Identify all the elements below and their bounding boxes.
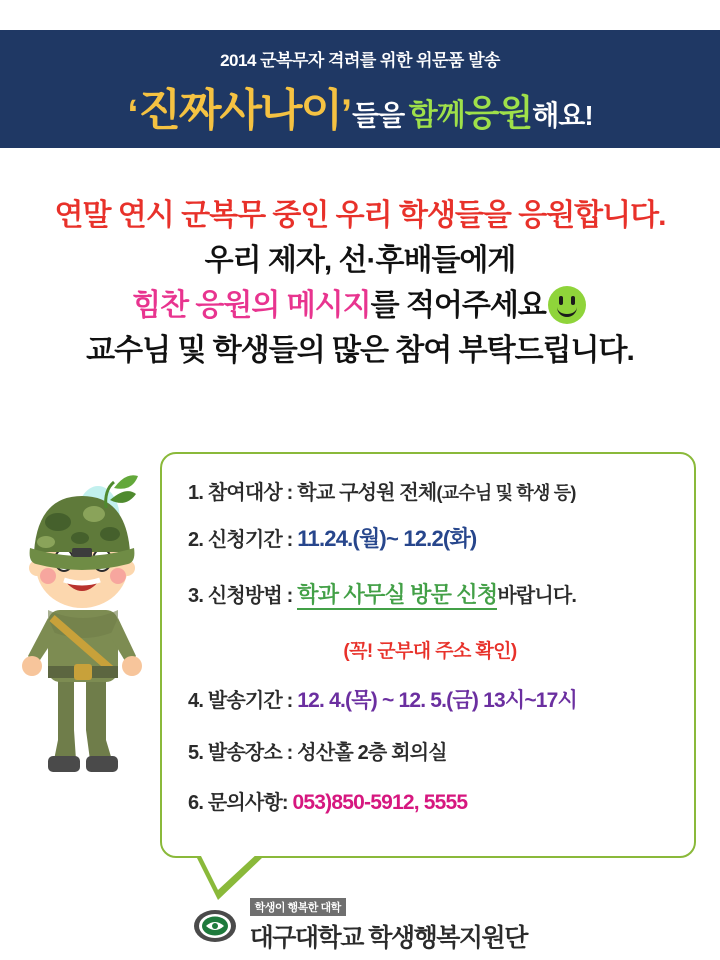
intro-line-1 [0,196,720,241]
bubble-item-1-label: 1. 참여대상 : [188,482,298,504]
intro-line-2 [0,241,720,286]
bubble-item-2-label: 2. 신청기간 : [188,529,298,551]
bubble-item-5-value: 성산홀 2층 회의실 [297,742,447,764]
bubble-item-3-tail: 바랍니다. [497,585,577,607]
banner-quote-close: ’ [341,92,353,136]
bubble-item-3-label: 3. 신청방법 : [188,585,298,607]
speech-bubble-tail-inner [199,852,259,890]
bubble-item-6 [188,786,467,815]
bubble-item-5 [188,736,447,765]
intro-line-3 [0,286,720,331]
bubble-item-2-value: 11.24.(월)~ 12.2(화) [297,526,477,551]
footer-logo [0,898,720,954]
banner-title-word3: 응원 [464,92,533,133]
bubble-item-6-value: 053)850-5912, 5555 [292,791,468,814]
bubble-item-5-label: 5. 발송장소 : [188,742,298,764]
banner-title-word1: 들을 [352,100,405,131]
intro-line-3-highlight: 힘찬 응원의 메시지 [132,289,371,322]
info-speech-bubble [160,452,696,858]
bubble-item-1-value: 학교 구성원 전체 [297,482,437,504]
intro-line-4-text: 교수님 및 학생들의 많은 참여 부탁드립니다. [86,334,634,367]
intro-line-4 [0,331,720,376]
banner-title-word2: 함께 [408,99,465,132]
footer-tagline: 학생이 행복한 대학 [250,898,346,916]
banner-subtitle: 2014 군복무자 격려를 위한 위문품 발송 [220,51,500,70]
bubble-item-4-label: 4. 발송기간 : [188,690,298,712]
bubble-item-6-label: 6. 문의사항: [188,792,293,814]
bubble-item-4-value: 12. 4.(목) ~ 12. 5.(금) 13시~17시 [297,689,578,712]
bubble-item-1-sub: (교수님 및 학생 등) [436,483,576,503]
university-emblem-icon [193,906,237,946]
soldier-character-illustration [10,460,160,790]
bubble-item-2 [188,522,476,553]
smiley-icon [548,286,586,324]
intro-line-2-text: 우리 제자, 선·후배들에게 [204,244,516,277]
intro-paragraph [0,196,720,376]
banner-title [0,74,720,138]
bubble-item-4 [188,684,577,714]
intro-line-3-text: 를 적어주세요 [370,289,546,322]
intro-line-1-text: 연말 연시 군복무 중인 우리 학생들을 응원합니다. [54,199,666,232]
bubble-item-3-link[interactable]: 학과 사무실 방문 신청 [297,582,497,610]
bubble-item-3 [188,578,576,609]
banner-quote-open: ‘ [127,92,139,136]
bubble-item-1 [188,476,576,505]
bubble-address-note: (꼭! 군부대 주소 확인) [343,641,517,662]
footer-organization: 대구대학교 학생행복지원단 [249,924,527,952]
banner-title-word4: 해요! [532,100,593,131]
header-banner [0,30,720,148]
banner-title-highlight: 진짜사나이 [138,86,341,135]
